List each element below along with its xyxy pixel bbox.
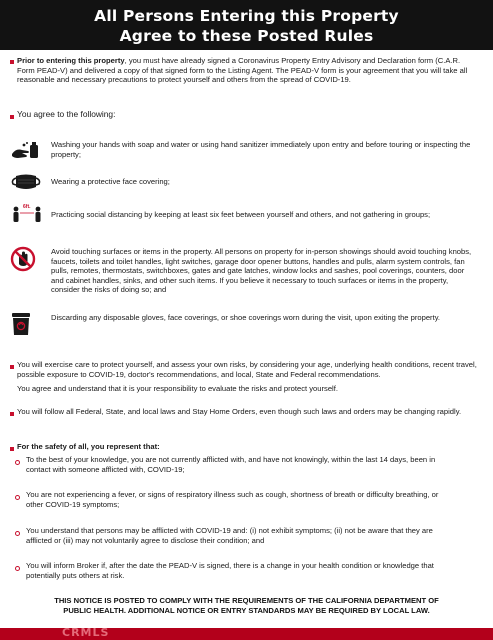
circle-bullet	[15, 460, 20, 465]
social-distance-icon	[10, 204, 44, 224]
care-paragraph: You will exercise care to protect yourself, and assess your own risks, by considering your age, underlying health conditions, recent travel, possible exposure to COVID-19, doctor's recommendations, and local, State and Federal recommendations.	[17, 360, 477, 379]
laws-paragraph: You will follow all Federal, State, and local laws and Stay Home Orders, even though such laws and orders may be changing rapidly.	[17, 407, 462, 416]
face-mask-icon	[10, 172, 42, 192]
circle-bullet	[15, 495, 20, 500]
intro-bold-lead: Prior to entering this property	[17, 56, 125, 65]
represent-item: You will inform Broker if, after the date the PEAD-V is signed, there is a change in your health condition or knowledge that potentially puts others at risk.	[26, 561, 434, 580]
rule-avoid-touching: Avoid touching surfaces or items in the property. All persons on property for in-person showings should avoid touching knobs, faucets, toilets and toilet handles, light switches, garage door opener buttons, handles and pulls, alarm system controls, fan pulls, remotes, thermostats, switchboxes, gates and gate latches, window locks and sashes, pool coverings, counters, door and cabinet handles, sinks, and other such items. If you believe it necessary to touch surfaces or items in the property, consider the risks of doing so; and	[51, 247, 472, 295]
header-title-line-1: All Persons Entering this Property	[94, 7, 399, 25]
bullet-marker	[10, 447, 14, 451]
page-header	[0, 0, 493, 50]
circle-bullet	[15, 566, 20, 571]
bullet-marker	[10, 412, 14, 416]
intro-text: , you must have already signed a Coronavirus Property Entry Advisory and Declaration form (C.A.R. Form PEAD-V) and delivered a copy of that signed form to the Listing Agent. The PEAD-V form is your agreement that you will take all reasonable and necessary precautions to protect yourself and others from the spread of COVID-19.	[17, 56, 468, 85]
represent-item: You are not experiencing a fever, or signs of respiratory illness such as cough, shortness of breath or difficulty breathing, or other COVID-19 symptoms;	[26, 490, 439, 509]
represent-item: To the best of your knowledge, you are not currently afflicted with, and have not knowingly, within the last 14 days, been in contact with someone afflicted with, COVID-19;	[26, 455, 436, 474]
header-title-line-2: Agree to these Posted Rules	[119, 27, 374, 45]
trash-bin-icon	[10, 311, 32, 337]
bullet-marker	[10, 365, 14, 369]
intro-paragraph	[17, 56, 477, 85]
agree-heading: You agree to the following:	[17, 109, 116, 119]
represent-heading: For the safety of all, you represent that:	[17, 442, 160, 451]
rule-hand-wash: Washing your hands with soap and water or using hand sanitizer immediately upon entry and before touring or inspecting the property;	[51, 140, 471, 159]
notice-line-1: THIS NOTICE IS POSTED TO COMPLY WITH THE REQUIREMENTS OF THE CALIFORNIA DEPARTMENT OF	[54, 596, 439, 605]
footer-logo: CRMLS	[62, 626, 110, 639]
hand-wash-icon	[10, 140, 42, 162]
bullet-marker	[10, 115, 14, 119]
rule-face-covering: Wearing a protective face covering;	[51, 177, 170, 186]
no-touch-icon	[10, 246, 36, 272]
legal-notice	[20, 596, 473, 616]
care-responsibility: You agree and understand that it is your responsibility to evaluate the risks and protect yourself.	[17, 384, 338, 393]
notice-line-2: PUBLIC HEALTH. ADDITIONAL NOTICE OR ENTRY STANDARDS MAY BE REQUIRED BY LOCAL LAW.	[63, 605, 430, 615]
rule-social-distancing: Practicing social distancing by keeping at least six feet between yourself and others, and not gathering in groups;	[51, 210, 431, 219]
bullet-marker	[10, 60, 14, 64]
distance-label: 6ft.	[23, 204, 31, 210]
represent-item: You understand that persons may be afflicted with COVID-19 and: (i) not exhibit symptoms; (ii) not be aware that they are afflicted or (iii) may not voluntarily agree to disclose their condition; and	[26, 526, 433, 545]
circle-bullet	[15, 531, 20, 536]
rule-discard-items: Discarding any disposable gloves, face coverings, or shoe coverings worn during the visit, upon exiting the property.	[51, 313, 441, 322]
